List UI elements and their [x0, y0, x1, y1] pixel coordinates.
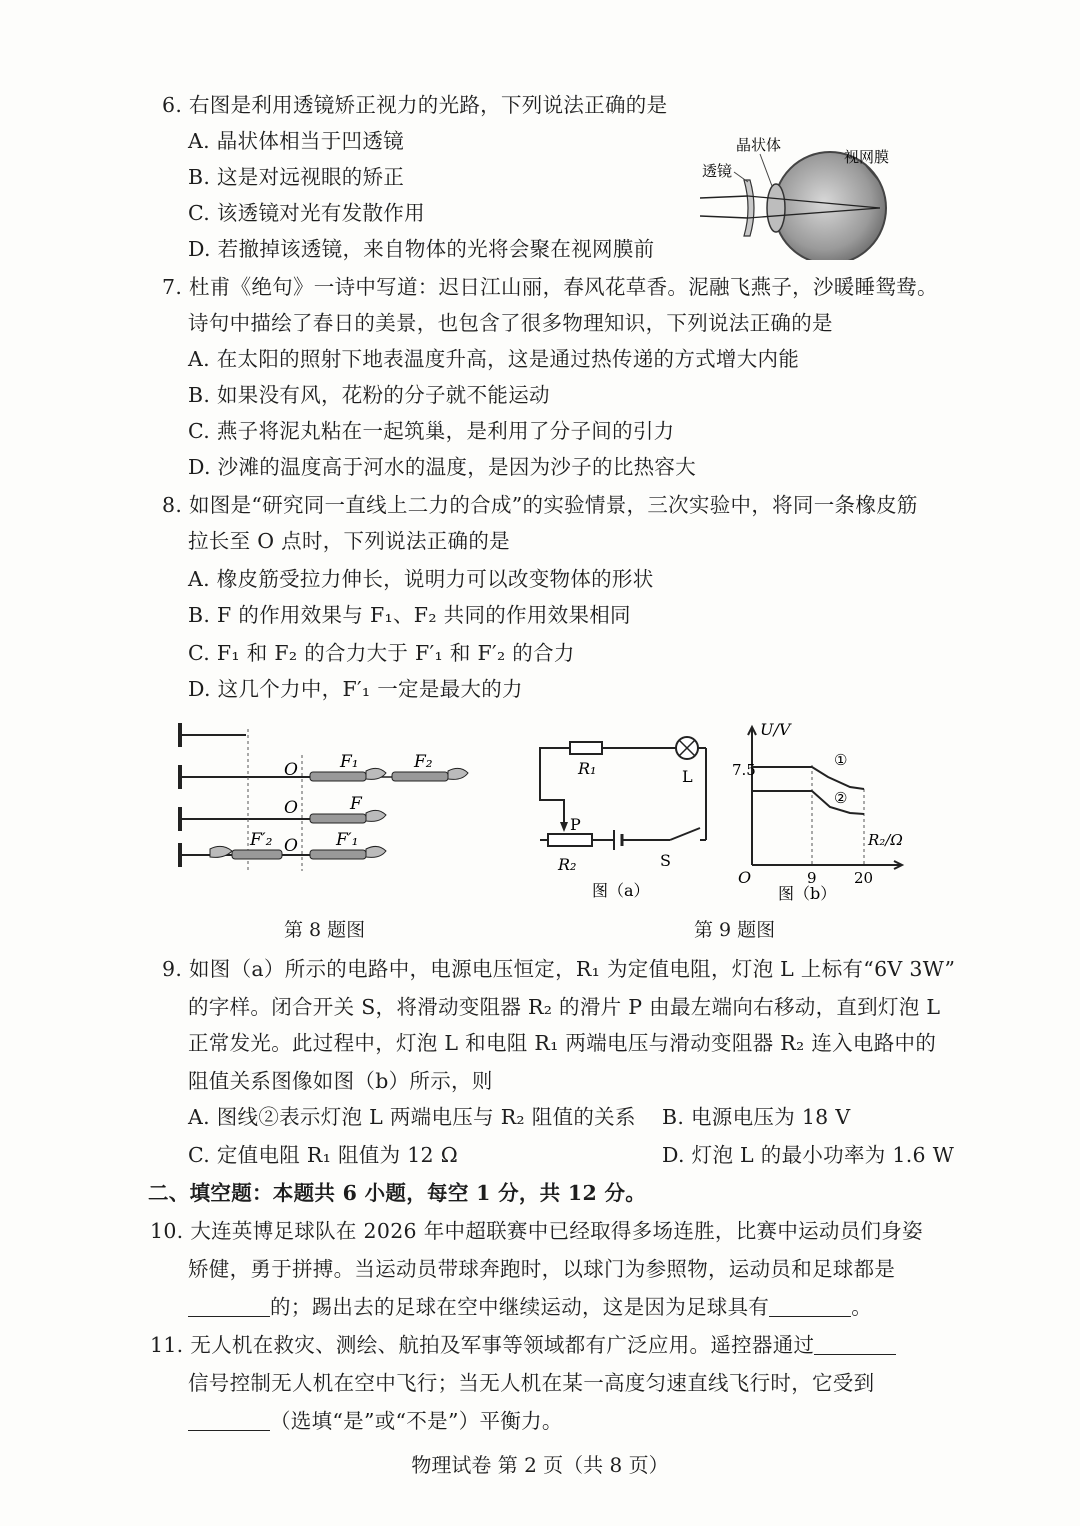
- q11-line1-text: 11. 无人机在救灾、测绘、航拍及军事等领域都有广泛应用。遥控器通过: [150, 1333, 815, 1357]
- q7-option-c: C. 燕子将泥丸粘在一起筑巢，是利用了分子间的引力: [188, 419, 675, 443]
- label-f2-prime: F′₂: [250, 830, 273, 850]
- resistor-r1: [570, 742, 602, 754]
- q7-stem-line2: 诗句中描绘了春日的美景，也包含了很多物理知识，下列说法正确的是: [188, 311, 833, 335]
- q11-line1: [150, 1332, 896, 1358]
- q9-graph-figure: [730, 715, 920, 905]
- q9-option-c: C. 定值电阻 R₁ 阻值为 12 Ω: [188, 1143, 458, 1167]
- q9-stem-line4: 阻值关系图像如图（b）所示，则: [188, 1069, 493, 1093]
- q8-figure-caption: 第 8 题图: [284, 919, 366, 941]
- q6-stem: 6. 右图是利用透镜矫正视力的光路，下列说法正确的是: [162, 93, 668, 117]
- y-axis-label: U/V: [760, 720, 791, 739]
- eye-lens-figure: [700, 130, 920, 260]
- caption-b: 图（b）: [778, 884, 837, 903]
- q8-force-figure: [170, 715, 480, 875]
- crystalline-lens: [767, 184, 785, 232]
- origin-label: O: [738, 868, 752, 887]
- q11-line3: [188, 1408, 563, 1434]
- label-r2: R₂: [558, 855, 577, 874]
- x-tick-20: 20: [854, 869, 874, 887]
- q7-option-b: B. 如果没有风，花粉的分子就不能运动: [188, 383, 550, 407]
- q8-stem-line1: 8. 如图是“研究同一直线上二力的合成”的实验情景，三次实验中，将同一条橡皮筋: [162, 493, 918, 517]
- label-o-2: O: [284, 798, 298, 818]
- q10-line2: 矫健，勇于拼搏。当运动员带球奔跑时，以球门为参照物，运动员和足球都是: [188, 1257, 896, 1281]
- label-f2: F₂: [414, 752, 433, 772]
- section2-heading: 二、填空题：本题共 6 小题，每空 1 分，共 12 分。: [148, 1181, 647, 1205]
- curve-1: [752, 767, 864, 789]
- q10-line3: [188, 1294, 872, 1320]
- q10-blank-1[interactable]: [188, 1296, 270, 1317]
- label-p: P: [570, 815, 581, 834]
- correcting-lens: [744, 180, 754, 236]
- q6-option-a: A. 晶状体相当于凹透镜: [188, 129, 404, 153]
- caption-a: 图（a）: [592, 881, 650, 900]
- q6-option-d: D. 若撤掉该透镜，来自物体的光将会聚在视网膜前: [188, 237, 655, 261]
- q9-option-a: A. 图线②表示灯泡 L 两端电压与 R₂ 阻值的关系: [188, 1105, 636, 1129]
- q7-stem-line1: 7. 杜甫《绝句》一诗中写道：迟日江山丽，春风花草香。泥融飞燕子，沙暖睡鸳鸯。: [162, 275, 938, 299]
- x-axis-label: R₂/Ω: [868, 831, 903, 849]
- q7-option-d: D. 沙滩的温度高于河水的温度，是因为沙子的比热容大: [188, 455, 697, 479]
- q8-option-b: B. F 的作用效果与 F₁、F₂ 共同的作用效果相同: [188, 603, 631, 627]
- label-f: F: [350, 794, 362, 814]
- curve-1-label: ①: [834, 751, 848, 769]
- label-o-3: O: [284, 836, 298, 856]
- label-o-1: O: [284, 760, 298, 780]
- page-footer: 物理试卷 第 2 页（共 8 页）: [411, 1453, 669, 1477]
- q11-line2: 信号控制无人机在空中飞行；当无人机在某一高度匀速直线飞行时，它受到: [188, 1371, 875, 1395]
- q9-stem-line1: 9. 如图（a）所示的电路中，电源电压恒定，R₁ 为定值电阻，灯泡 L 上标有“6V 3W”: [162, 957, 956, 981]
- q9-option-d: D. 灯泡 L 的最小功率为 1.6 W: [662, 1143, 955, 1167]
- label-f1-prime: F′₁: [336, 830, 359, 850]
- q9-figure-caption: 第 9 题图: [694, 919, 776, 941]
- q6-option-b: B. 这是对远视眼的矫正: [188, 165, 405, 189]
- q11-line3-text: （选填“是”或“不是”）平衡力。: [270, 1409, 563, 1433]
- q8-stem-line2: 拉长至 O 点时，下列说法正确的是: [188, 529, 510, 553]
- q9-stem-line2: 的字样。闭合开关 S，将滑动变阻器 R₂ 的滑片 P 由最左端向右移动，直到灯泡 L: [188, 995, 941, 1019]
- q7-option-a: A. 在太阳的照射下地表温度升高，这是通过热传递的方式增大内能: [188, 347, 800, 371]
- x-tick-9: 9: [807, 869, 817, 887]
- q10-line3-b: 。: [851, 1295, 873, 1319]
- label-lamp: L: [682, 767, 693, 786]
- q11-blank-2[interactable]: [188, 1410, 270, 1431]
- y-tick: 7.5: [732, 761, 756, 779]
- q11-blank-1[interactable]: [814, 1334, 896, 1355]
- q8-option-a: A. 橡皮筋受拉力伸长，说明力可以改变物体的形状: [188, 567, 654, 591]
- q10-blank-2[interactable]: [769, 1296, 851, 1317]
- q8-option-c: C. F₁ 和 F₂ 的合力大于 F′₁ 和 F′₂ 的合力: [188, 641, 575, 665]
- label-switch: S: [660, 851, 671, 870]
- rheostat-r2: [548, 834, 592, 846]
- q10-line1: 10. 大连英博足球队在 2026 年中超联赛中已经取得多场连胜，比赛中运动员们身姿: [150, 1219, 923, 1243]
- label-retina: 视网膜: [844, 148, 890, 166]
- q6-option-c: C. 该透镜对光有发散作用: [188, 201, 425, 225]
- q8-option-d: D. 这几个力中，F′₁ 一定是最大的力: [188, 677, 523, 701]
- label-lens: 透镜: [702, 162, 733, 180]
- label-f1: F₁: [340, 752, 359, 772]
- label-lens-body: 晶状体: [736, 136, 782, 154]
- q10-line3-a: 的；踢出去的足球在空中继续运动，这是因为足球具有: [270, 1295, 770, 1319]
- label-r1: R₁: [578, 759, 597, 778]
- eyeball: [774, 152, 886, 260]
- q9-stem-line3: 正常发光。此过程中，灯泡 L 和电阻 R₁ 两端电压与滑动变阻器 R₂ 连入电路中的: [188, 1031, 937, 1055]
- curve-2-label: ②: [834, 789, 848, 807]
- q9-option-b: B. 电源电压为 18 V: [662, 1105, 851, 1129]
- q9-circuit-figure: [530, 730, 720, 910]
